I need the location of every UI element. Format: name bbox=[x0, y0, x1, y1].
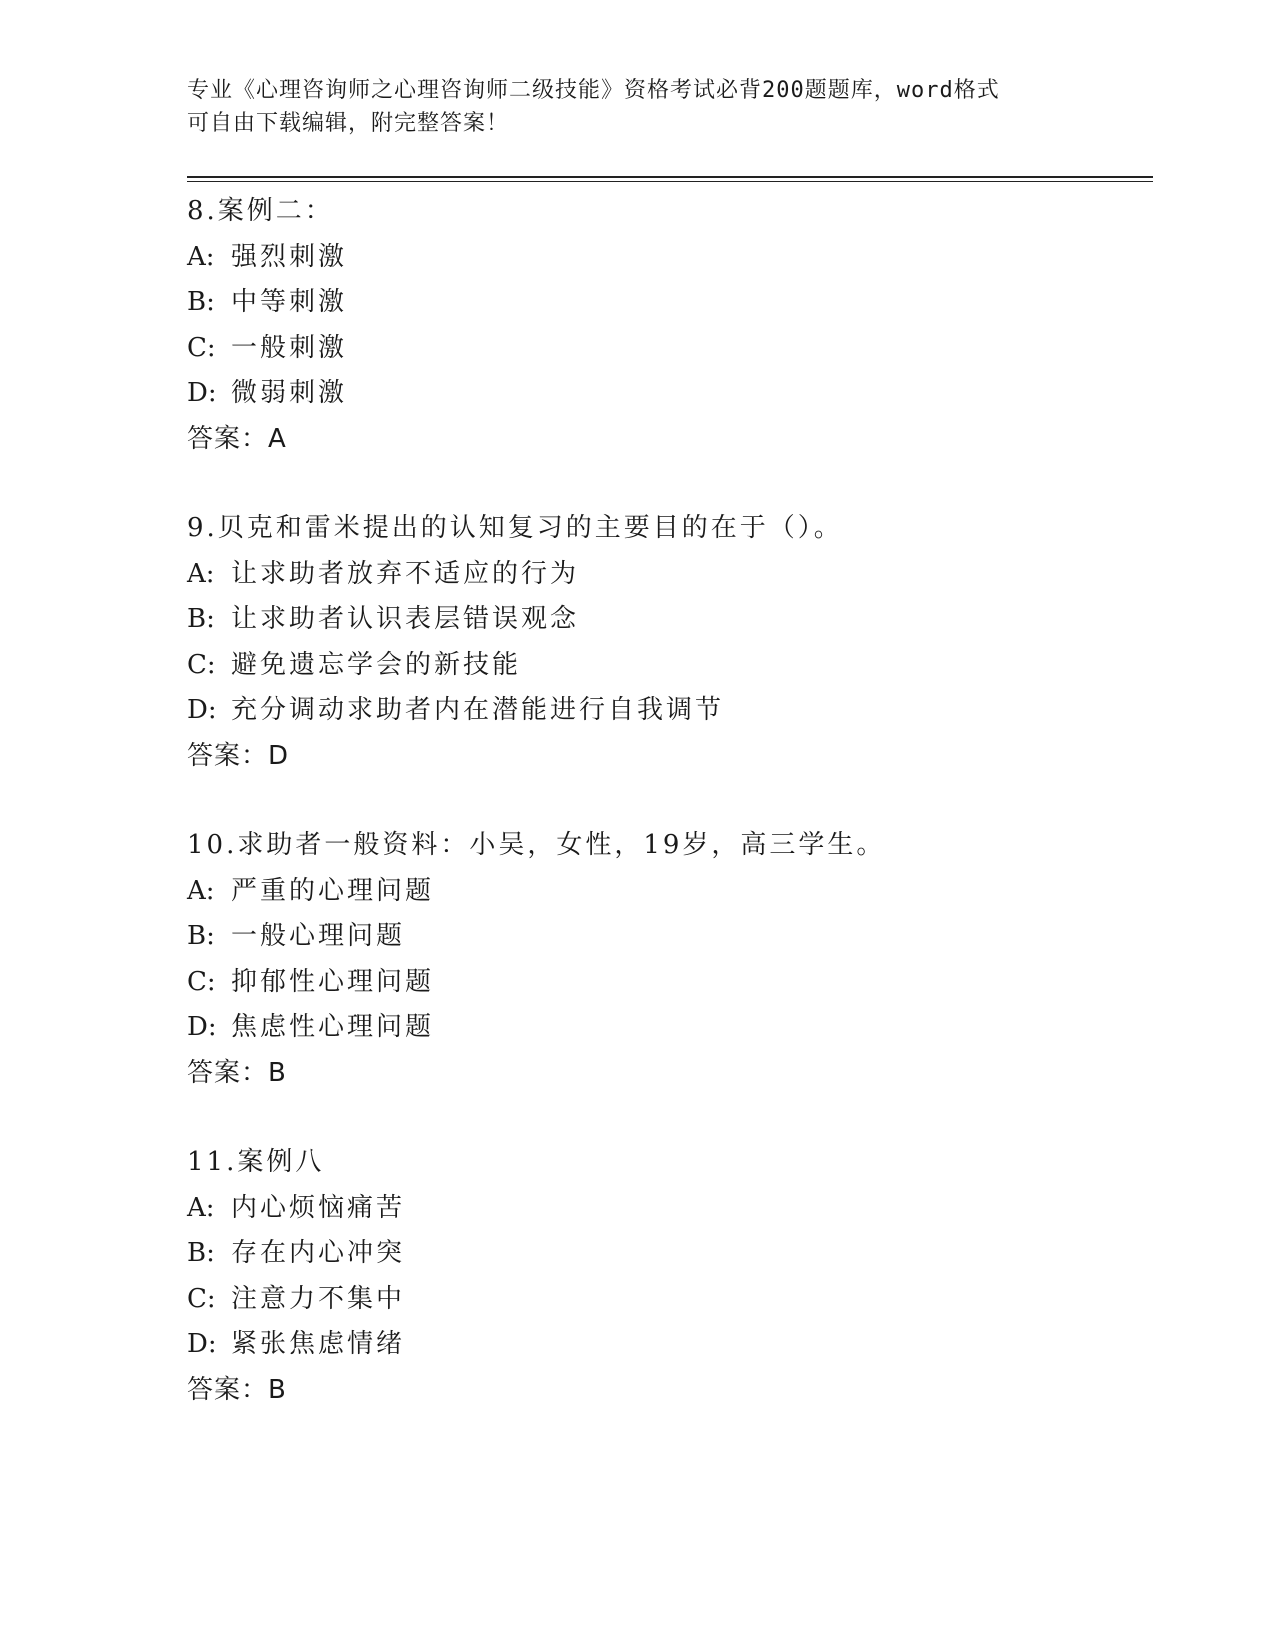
option-letter: D: bbox=[187, 378, 217, 408]
option-b bbox=[187, 597, 1147, 643]
option-letter: B: bbox=[187, 287, 215, 317]
option-letter: D: bbox=[187, 1012, 217, 1042]
answer-label: 答案：B bbox=[187, 1374, 287, 1405]
question-10 bbox=[187, 823, 1147, 1096]
option-text: 抑郁性心理问题 bbox=[231, 966, 435, 997]
option-text: 焦虑性心理问题 bbox=[231, 1012, 435, 1042]
option-letter: A: bbox=[187, 875, 215, 906]
option-text: 强烈刺激 bbox=[231, 241, 348, 272]
option-a bbox=[187, 1186, 1147, 1232]
question-list bbox=[187, 189, 1147, 1413]
option-letter: C: bbox=[187, 1283, 216, 1314]
option-c bbox=[187, 1277, 1147, 1323]
option-a bbox=[187, 235, 1147, 281]
option-c bbox=[187, 326, 1147, 372]
option-text: 一般心理问题 bbox=[231, 921, 406, 951]
option-text: 让求助者认识表层错误观念 bbox=[231, 604, 580, 634]
option-d bbox=[187, 1322, 1147, 1368]
option-letter: D: bbox=[187, 695, 217, 725]
option-text: 内心烦恼痛苦 bbox=[231, 1192, 406, 1223]
option-b bbox=[187, 280, 1147, 326]
answer-label: 答案：A bbox=[187, 423, 287, 454]
header-line-2: 可自由下载编辑，附完整答案！ bbox=[187, 111, 510, 136]
option-text: 避免遗忘学会的新技能 bbox=[231, 649, 522, 680]
option-c bbox=[187, 960, 1147, 1006]
question-stem: 10.求助者一般资料：小吴，女性，19岁，高三学生。 bbox=[187, 830, 886, 860]
option-text: 让求助者放弃不适应的行为 bbox=[231, 558, 580, 589]
question-stem: 11.案例八 bbox=[187, 1147, 325, 1177]
question-8 bbox=[187, 189, 1147, 462]
option-b bbox=[187, 1231, 1147, 1277]
answer-label: 答案：D bbox=[187, 740, 290, 771]
option-letter: B: bbox=[187, 921, 215, 951]
option-letter: D: bbox=[187, 1329, 217, 1359]
option-letter: B: bbox=[187, 604, 215, 634]
option-letter: B: bbox=[187, 1238, 215, 1268]
option-d bbox=[187, 688, 1147, 734]
option-letter: C: bbox=[187, 332, 216, 363]
option-letter: A: bbox=[187, 241, 215, 272]
option-d bbox=[187, 371, 1147, 417]
answer-label: 答案：B bbox=[187, 1057, 287, 1088]
question-11 bbox=[187, 1140, 1147, 1413]
option-a bbox=[187, 552, 1147, 598]
option-text: 紧张焦虑情绪 bbox=[231, 1329, 406, 1359]
header-divider-top bbox=[187, 176, 1153, 178]
option-text: 一般刺激 bbox=[231, 332, 348, 363]
option-b bbox=[187, 914, 1147, 960]
option-text: 中等刺激 bbox=[231, 287, 348, 317]
option-c bbox=[187, 643, 1147, 689]
option-letter: A: bbox=[187, 1192, 215, 1223]
option-letter: C: bbox=[187, 649, 216, 680]
option-text: 注意力不集中 bbox=[231, 1283, 406, 1314]
document-header bbox=[187, 74, 1067, 140]
question-stem: 8.案例二： bbox=[187, 196, 334, 226]
option-text: 微弱刺激 bbox=[231, 378, 348, 408]
header-divider-bottom bbox=[187, 181, 1153, 182]
header-line-1: 专业《心理咨询师之心理咨询师二级技能》资格考试必背200题题库，word格式 bbox=[187, 78, 1000, 103]
option-d bbox=[187, 1005, 1147, 1051]
option-letter: C: bbox=[187, 966, 216, 997]
option-text: 充分调动求助者内在潜能进行自我调节 bbox=[231, 695, 725, 725]
option-text: 严重的心理问题 bbox=[231, 875, 435, 906]
option-letter: A: bbox=[187, 558, 215, 589]
option-a bbox=[187, 869, 1147, 915]
question-stem: 9.贝克和雷米提出的认知复习的主要目的在于（）。 bbox=[187, 513, 843, 543]
option-text: 存在内心冲突 bbox=[231, 1238, 406, 1268]
question-9 bbox=[187, 506, 1147, 779]
